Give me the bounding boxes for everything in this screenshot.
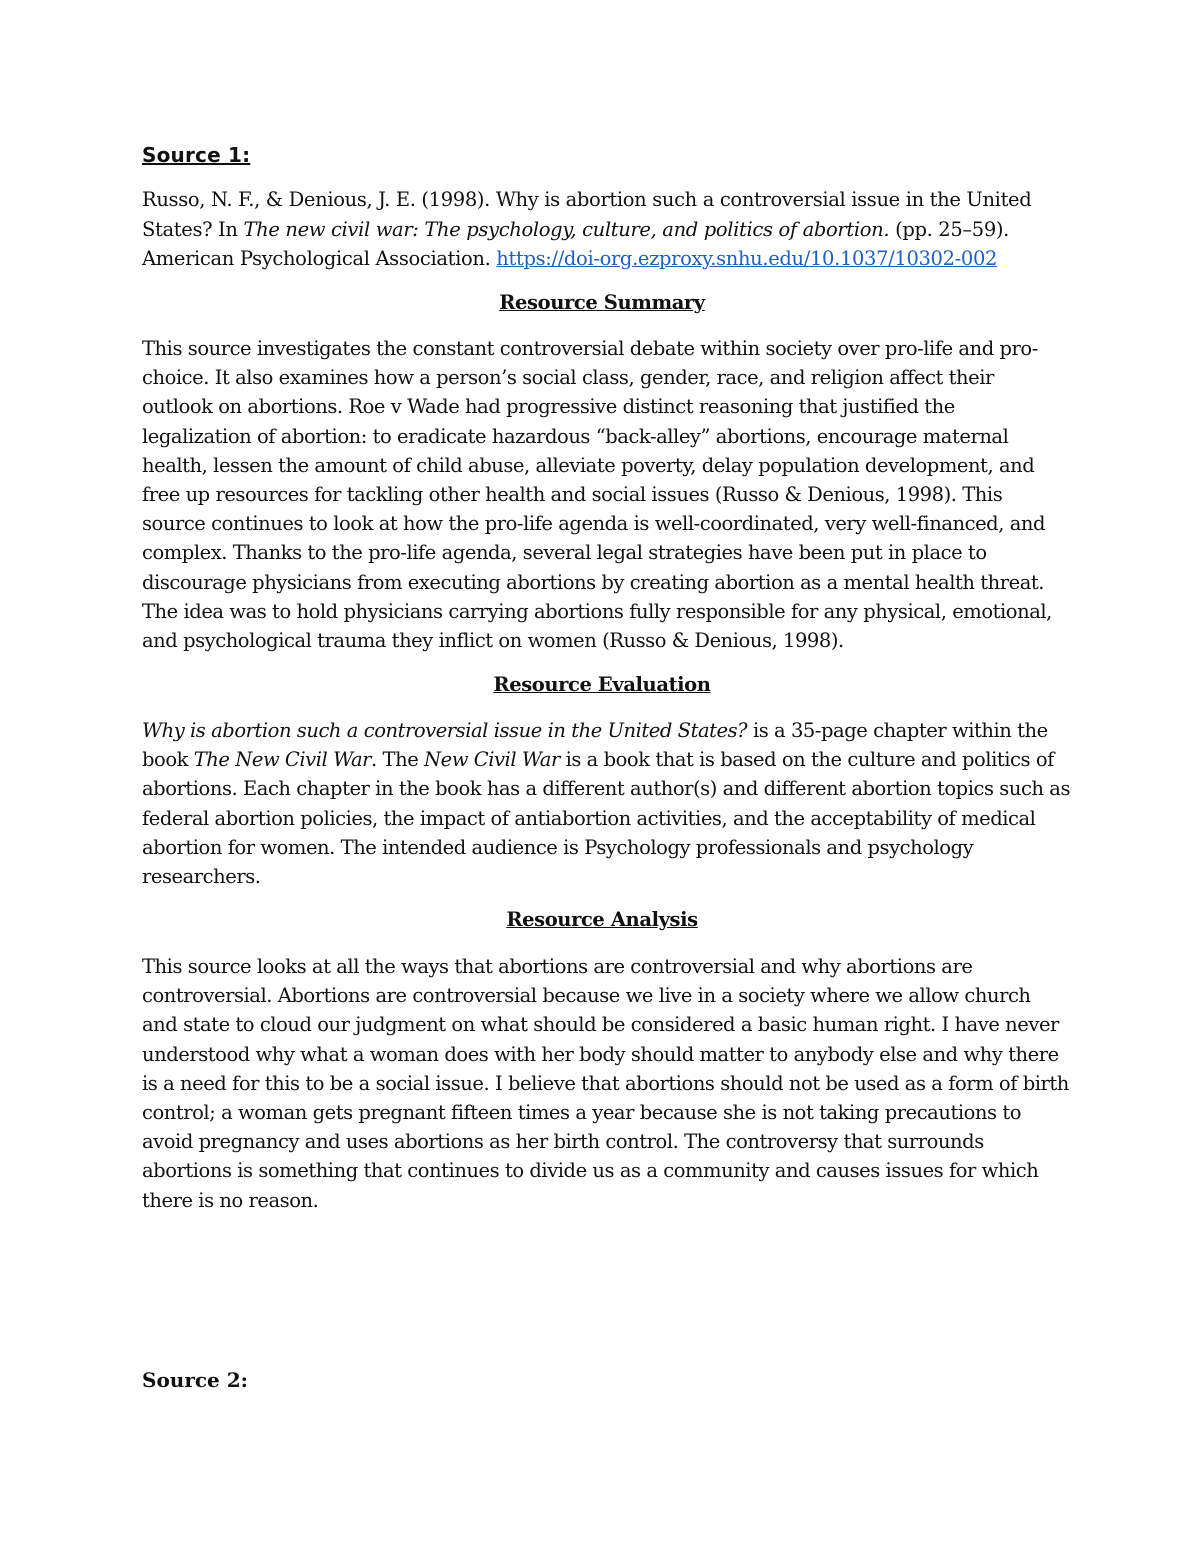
citation bbox=[142, 185, 1062, 274]
citation-line-3 bbox=[142, 244, 1062, 274]
paragraph-line: abortion for women. The intended audience is Psychology professionals and psychology bbox=[142, 835, 974, 859]
evaluation-text: is a 35-page chapter within the bbox=[747, 719, 1048, 742]
citation-line-1: Russo, N. F., & Denious, J. E. (1998). Why is abortion such a controversial issue in the United bbox=[142, 188, 1032, 211]
paragraph-line: control; a woman gets pregnant fifteen times a year because she is not taking precautions to bbox=[142, 1101, 1022, 1125]
paragraph-line: legalization of abortion: to eradicate hazardous “back-alley” abortions, encourage maternal bbox=[142, 424, 1009, 448]
paragraph-line: This source investigates the constant controversial debate within society over pro-life and pro- bbox=[142, 337, 1038, 360]
evaluation-line bbox=[142, 716, 1072, 745]
book-title-italic: New Civil War bbox=[424, 748, 560, 772]
chapter-title: Why is abortion such a controversial issue in the United States? bbox=[142, 719, 748, 742]
paragraph-line: federal abortion policies, the impact of antiabortion activities, and the acceptability of medical bbox=[142, 806, 1036, 830]
paragraph-line: complex. Thanks to the pro-life agenda, several legal strategies have been put in place to bbox=[142, 541, 987, 565]
paragraph-line: understood why what a woman does with her body should matter to anybody else and why there bbox=[142, 1042, 1059, 1066]
citation-line-2-prefix: States? In bbox=[142, 217, 244, 241]
source-1-heading: Source 1: bbox=[142, 143, 251, 167]
paragraph-line: source continues to look at how the pro-life agenda is well-coordinated, very well-financed, and bbox=[142, 512, 1046, 536]
paragraph-line: outlook on abortions. Roe v Wade had progressive distinct reasoning that justified the bbox=[142, 395, 955, 419]
evaluation-line bbox=[142, 745, 1072, 774]
publisher: American Psychological Association. bbox=[142, 247, 497, 270]
citation-line-2 bbox=[142, 215, 1062, 245]
evaluation-text: is a book that is based on the culture and politics of bbox=[559, 748, 1054, 772]
paragraph-line: controversial. Abortions are controversial because we live in a society where we allow church bbox=[142, 984, 1031, 1008]
evaluation-text: . The bbox=[371, 748, 425, 772]
doi-link[interactable]: https://doi-org.ezproxy.snhu.edu/10.1037/10302-002 bbox=[496, 247, 998, 270]
paragraph-line: discourage physicians from executing abortions by creating abortion as a mental health threat. bbox=[142, 570, 1045, 594]
paragraph-line: and state to cloud our judgment on what should be considered a basic human right. I have never bbox=[142, 1013, 1059, 1037]
paragraph-line: is a need for this to be a social issue. I believe that abortions should not be used as a form of birth bbox=[142, 1071, 1069, 1095]
resource-evaluation-title: Resource Evaluation bbox=[493, 673, 711, 696]
book-title: The new civil war: The psychology, culture, and politics of abortion. bbox=[243, 217, 890, 241]
resource-summary-paragraph bbox=[142, 334, 1072, 655]
paragraph-line: abortions is something that continues to divide us as a community and causes issues for which bbox=[142, 1159, 1039, 1183]
paragraph-line: free up resources for tackling other health and social issues (Russo & Denious, 1998). This bbox=[142, 483, 1003, 507]
paragraph-line: researchers. bbox=[142, 865, 261, 889]
paragraph-line: and psychological trauma they inflict on women (Russo & Denious, 1998). bbox=[142, 629, 844, 653]
book-title-italic: The New Civil War bbox=[193, 748, 372, 772]
source-2-heading: Source 2: bbox=[142, 1368, 249, 1392]
paragraph-line: health, lessen the amount of child abuse, alleviate poverty, delay population development, and bbox=[142, 453, 1035, 477]
citation-pages: (pp. 25–59). bbox=[889, 217, 1010, 241]
paragraph-line: choice. It also examines how a person’s social class, gender, race, and religion affect their bbox=[142, 366, 994, 390]
paragraph-line: avoid pregnancy and uses abortions as her birth control. The controversy that surrounds bbox=[142, 1130, 984, 1154]
paragraph-line: This source looks at all the ways that abortions are controversial and why abortions are bbox=[142, 955, 973, 978]
resource-evaluation-paragraph bbox=[142, 716, 1072, 891]
resource-analysis-paragraph bbox=[142, 952, 1072, 1215]
paragraph-line: abortions. Each chapter in the book has a different author(s) and different abortion topics such as bbox=[142, 777, 1071, 801]
evaluation-text: book bbox=[142, 748, 194, 772]
resource-summary-title: Resource Summary bbox=[499, 291, 705, 314]
paragraph-line: there is no reason. bbox=[142, 1188, 319, 1212]
paragraph-line: The idea was to hold physicians carrying abortions fully responsible for any physical, emotional, bbox=[142, 599, 1052, 623]
resource-analysis-title: Resource Analysis bbox=[506, 908, 698, 931]
